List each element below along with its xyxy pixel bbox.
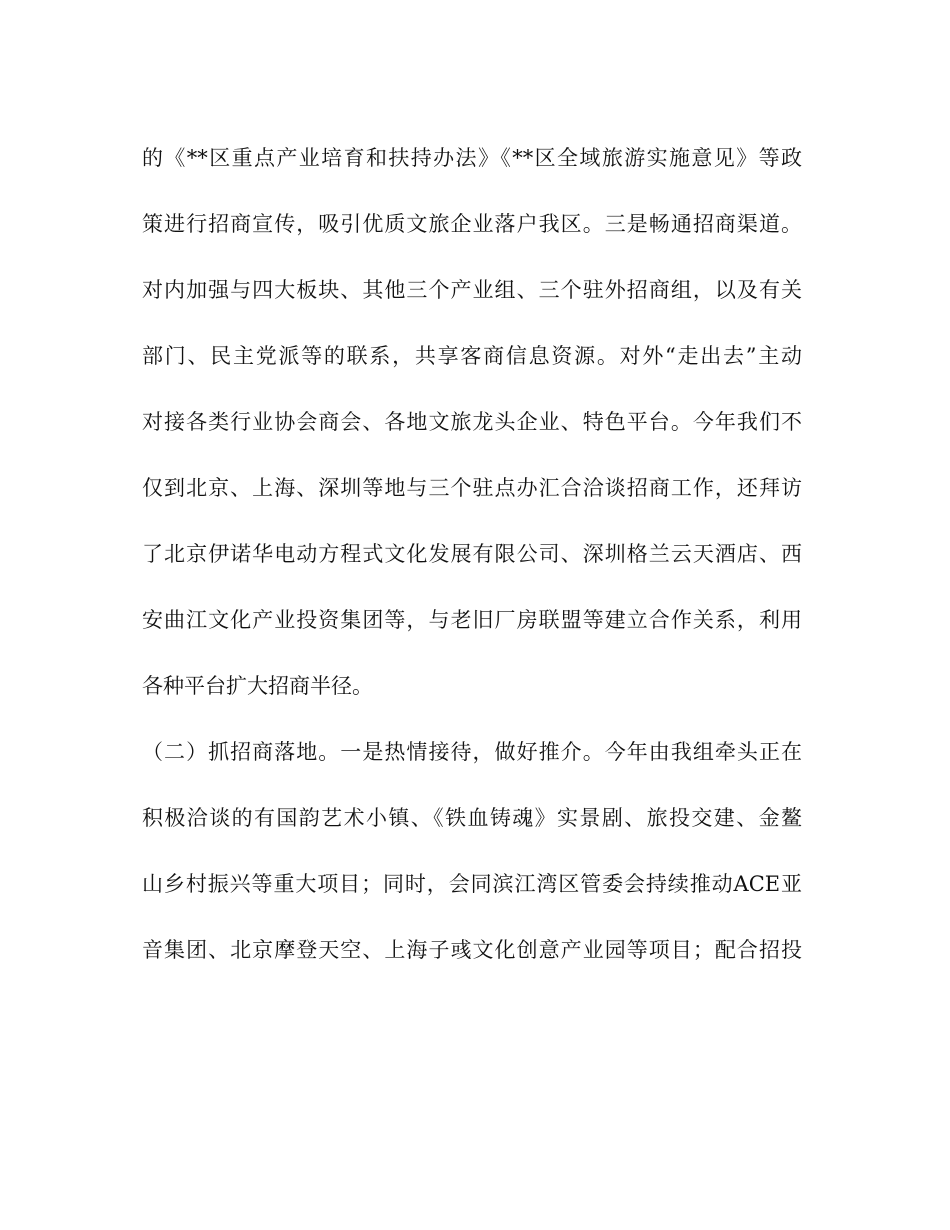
document-body	[142, 136, 802, 994]
text-line: 对接各类行业协会商会、各地文旅龙头企业、特色平台。今年我们不	[142, 410, 802, 434]
text-line: 山乡村振兴等重大项目；同时，会同滨江湾区管委会持续推动ACE亚	[142, 872, 802, 896]
text-line: 积极洽谈的有国韵艺术小镇、《铁血铸魂》实景剧、旅投交建、金鳌	[142, 806, 802, 830]
text-line: 仅到北京、上海、深圳等地与三个驻点办汇合洽谈招商工作，还拜访	[142, 476, 802, 500]
text-line: 对内加强与四大板块、其他三个产业组、三个驻外招商组，以及有关	[142, 278, 802, 302]
text-line: 音集团、北京摩登天空、上海子彧文化创意产业园等项目；配合招投	[142, 938, 802, 962]
text-line: 各种平台扩大招商半径。	[142, 674, 373, 698]
text-line: 安曲江文化产业投资集团等，与老旧厂房联盟等建立合作关系，利用	[142, 608, 802, 632]
text-line: 的《**区重点产业培育和扶持办法》《**区全域旅游实施意见》等政	[142, 146, 802, 170]
text-line: 了北京伊诺华电动方程式文化发展有限公司、深圳格兰云天酒店、西	[142, 542, 802, 566]
text-line: （二）抓招商落地。一是热情接待，做好推介。今年由我组牵头正在	[142, 740, 802, 764]
text-line: 部门、民主党派等的联系，共享客商信息资源。对外“走出去”主动	[142, 344, 802, 368]
text-line: 策进行招商宣传，吸引优质文旅企业落户我区。三是畅通招商渠道。	[142, 212, 802, 236]
